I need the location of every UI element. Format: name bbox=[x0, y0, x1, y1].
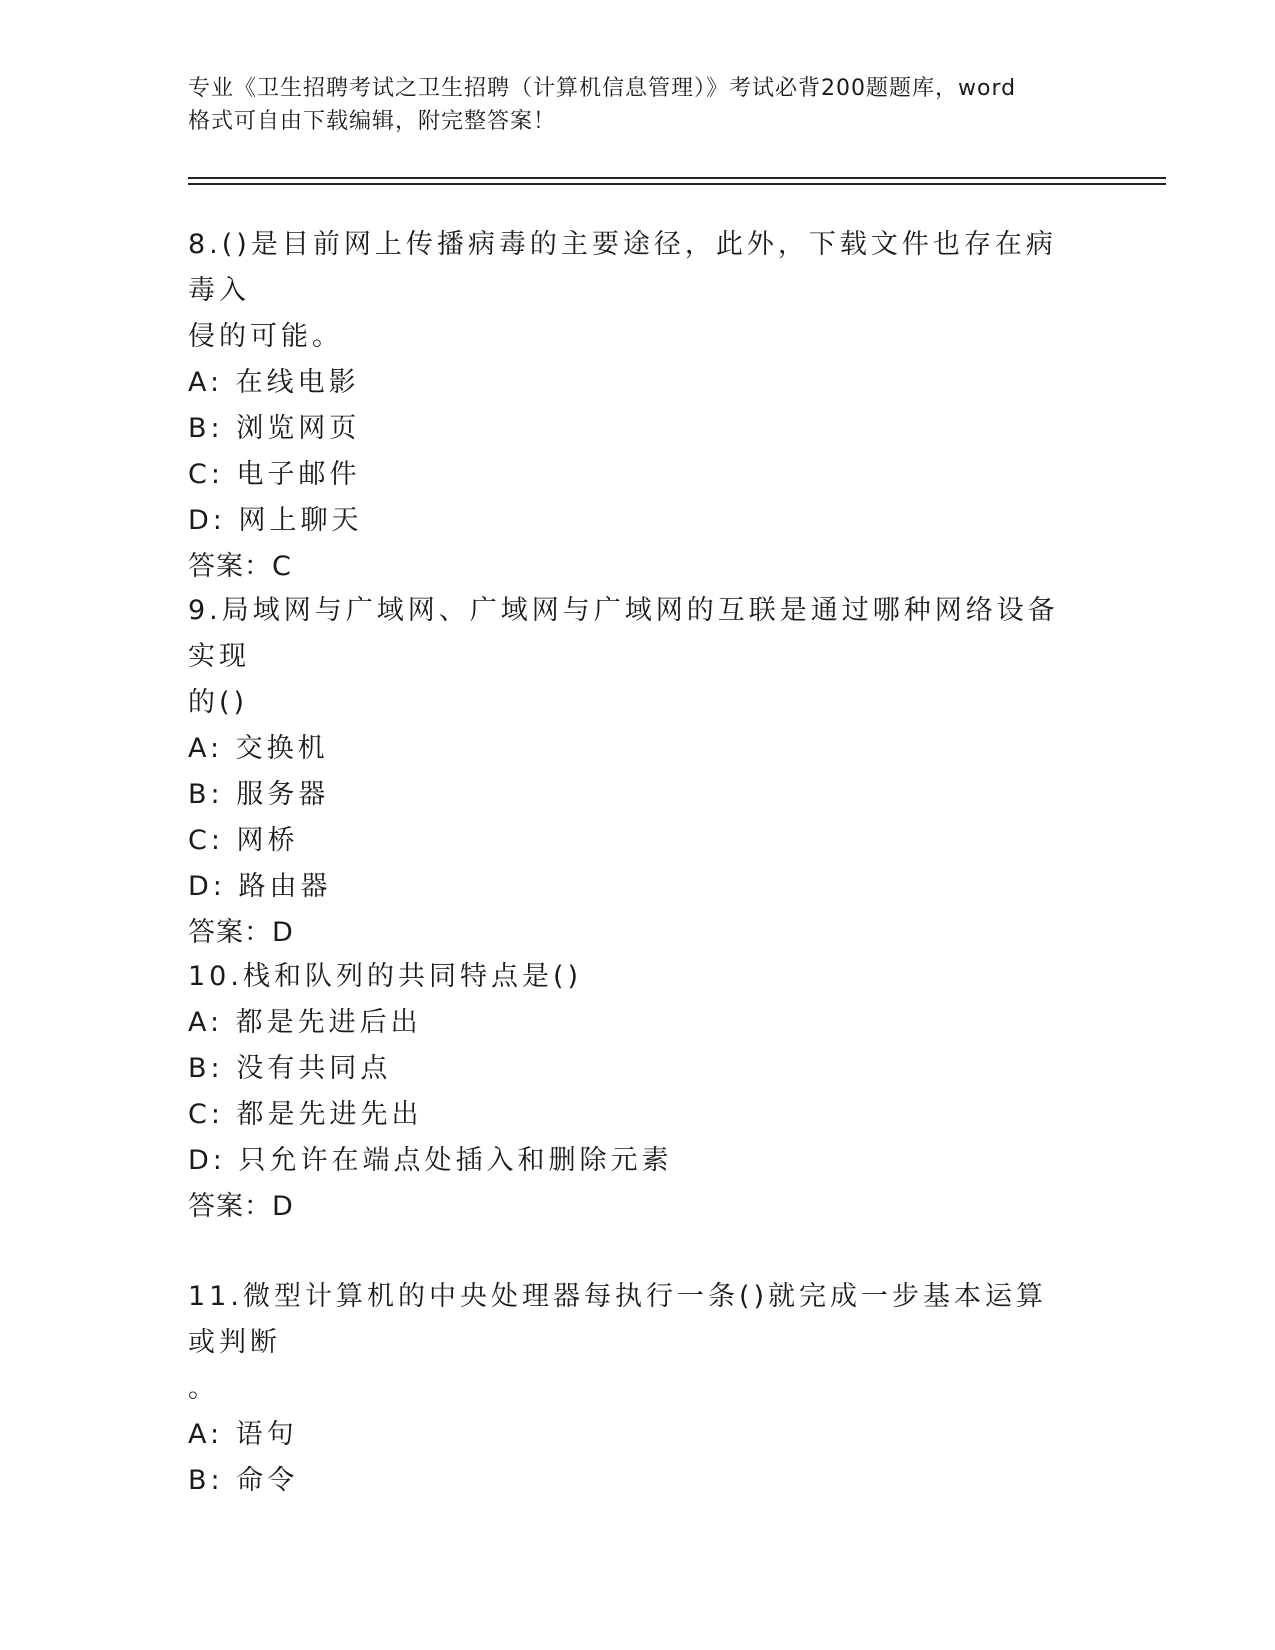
answer-line bbox=[188, 544, 1068, 590]
option-b: B: 命令 bbox=[188, 1465, 299, 1496]
header-line-1: 专业《卫生招聘考试之卫生招聘（计算机信息管理）》考试必背200题题库，word bbox=[188, 76, 1017, 101]
question-stem-line-1: 10.栈和队列的共同特点是() bbox=[188, 961, 583, 992]
question-11 bbox=[188, 1274, 1068, 1504]
option-a: A: 都是先进后出 bbox=[188, 1007, 422, 1038]
option-d: D: 路由器 bbox=[188, 871, 332, 902]
answer-label: 答案： bbox=[188, 551, 272, 582]
header-divider-top bbox=[188, 177, 1166, 179]
question-stem-line-2: 。 bbox=[188, 1373, 219, 1404]
option-d: D: 只允许在端点处插入和删除元素 bbox=[188, 1145, 673, 1176]
answer-value: D bbox=[272, 1191, 294, 1222]
answer-label: 答案： bbox=[188, 1191, 272, 1222]
question-stem-line-1: 9.局域网与广域网、广域网与广域网的互联是通过哪种网络设备实现 bbox=[188, 595, 1059, 672]
option-c: C: 网桥 bbox=[188, 825, 299, 856]
option-a: A: 在线电影 bbox=[188, 367, 360, 398]
option-c: C: 电子邮件 bbox=[188, 459, 361, 490]
answer-value: C bbox=[272, 551, 292, 582]
option-b: B: 服务器 bbox=[188, 779, 330, 810]
option-c: C: 都是先进先出 bbox=[188, 1099, 423, 1130]
answer-label: 答案： bbox=[188, 917, 272, 948]
answer-line bbox=[188, 910, 1068, 956]
question-stem-line-1: 8.()是目前网上传播病毒的主要途径，此外，下载文件也存在病毒入 bbox=[188, 229, 1057, 306]
document-header bbox=[188, 72, 1088, 138]
question-10 bbox=[188, 954, 1068, 1230]
answer-line bbox=[188, 1184, 1068, 1230]
option-d: D: 网上聊天 bbox=[188, 505, 363, 536]
question-8 bbox=[188, 222, 1068, 590]
option-b: B: 没有共同点 bbox=[188, 1053, 392, 1084]
question-9 bbox=[188, 588, 1068, 956]
option-a: A: 交换机 bbox=[188, 733, 329, 764]
question-stem-line-1: 11.微型计算机的中央处理器每执行一条()就完成一步基本运算或判断 bbox=[188, 1281, 1048, 1358]
option-b: B: 浏览网页 bbox=[188, 413, 361, 444]
question-stem-line-2: 的() bbox=[188, 687, 249, 718]
option-a: A: 语句 bbox=[188, 1419, 298, 1450]
question-stem-line-2: 侵的可能。 bbox=[188, 321, 343, 352]
answer-value: D bbox=[272, 917, 294, 948]
header-line-2: 格式可自由下载编辑，附完整答案！ bbox=[188, 109, 557, 134]
header-divider-bottom bbox=[188, 183, 1166, 185]
